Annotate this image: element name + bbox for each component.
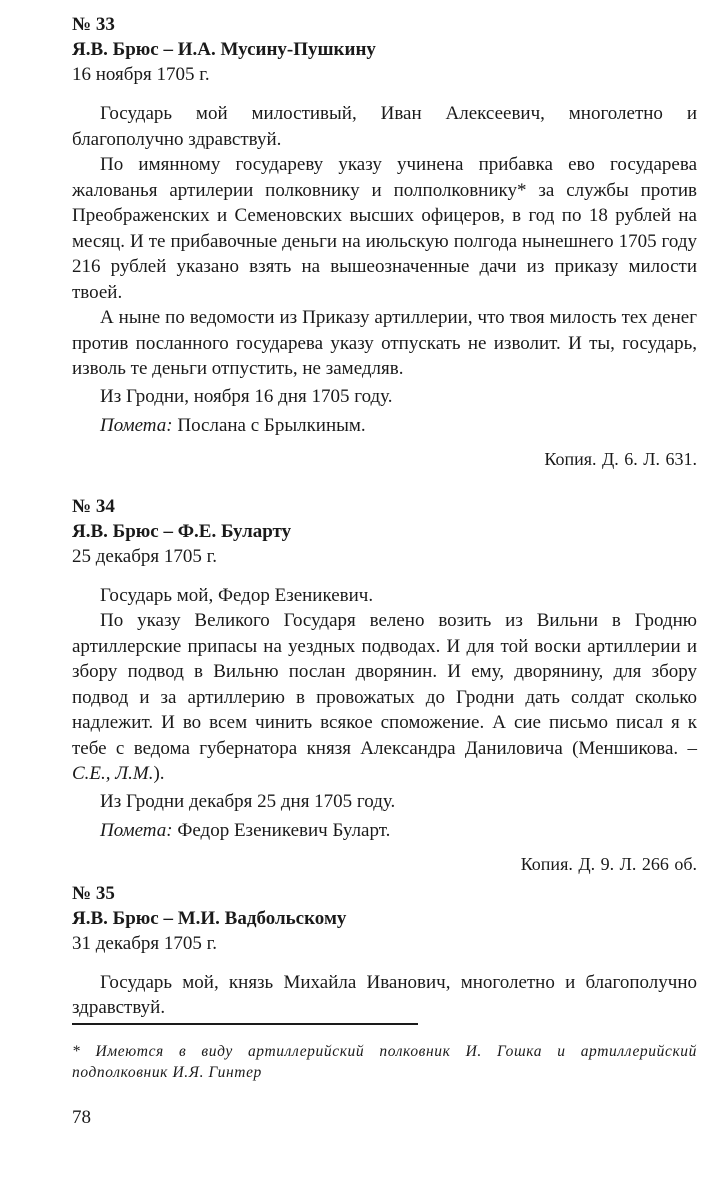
entry-number: № 33 [72, 14, 115, 35]
letter-signoff: Из Гродни декабря 25 дня 1705 году. [100, 790, 396, 812]
mark-text: Федор Езеникевич Буларт. [172, 820, 391, 841]
letter-paragraph: По имянному государеву указу учинена прибавка ево государева жалованья артилерии полковнику и полполковнику* за службы против Преображенских и Семеновских высших офицеров, в год по 18 рублей на месяц. И те прибавочные деньги на июльскую полгода нынешнего 1705 году 216 рублей указано взять на вышеозначенные дачи из приказу милости твоей. [72, 154, 697, 303]
mark-label: Помета: [100, 820, 173, 841]
mark-label: Помета: [100, 415, 173, 436]
footnote: * Имеются в виду артиллерийский полковник И. Гошка и артиллерийский подполковник И.Я. Гинтер [72, 1042, 697, 1081]
letter-mark [72, 413, 697, 439]
letter-signoff: Из Гродни, ноября 16 дня 1705 году. [100, 385, 393, 407]
entry-date: 25 декабря 1705 г. [72, 545, 218, 567]
letter-entry-33 [72, 12, 697, 472]
entry-title: Я.В. Брюс – М.И. Вадбольскому [72, 907, 347, 929]
footnote-divider [72, 1023, 418, 1025]
entry-date: 16 ноября 1705 г. [72, 64, 210, 85]
letter-paragraph: Государь мой милостивый, Иван Алексеевич, многолетно и благополучно здравствуй. [72, 103, 697, 150]
entry-date: 31 декабря 1705 г. [72, 932, 218, 954]
letter-paragraph: Государь мой, князь Михайла Иванович, многолетно и благополучно здравствуй. [72, 971, 697, 1018]
archive-source: Копия. Д. 6. Л. 631. [544, 448, 697, 469]
page-number: 78 [72, 1106, 91, 1128]
archive-source: Копия. Д. 9. Л. 266 об. [520, 853, 697, 874]
letter-paragraph: Государь мой, Федор Езеникевич. [100, 584, 374, 606]
document-page [72, 12, 697, 1130]
paragraph-text: По указу Великого Государя велено возить из Вильни в Гродню артиллерские припасы на уездных подводах. И для той воски артиллерии и збору подвод в Вильню послан дворянин. И ему, дворянину, для збору подвод и за артиллерию в провожатых до Гродни дать солдат сколько надлежит. И во всем чинить всякое споможение. А сие письмо писал я к тебе с ведома губернатора князя Александра Даниловича (Меншикова. – [72, 610, 697, 759]
letter-paragraph [72, 608, 697, 787]
letter-entry-34 [72, 494, 697, 877]
mark-text: Послана с Брылкиным. [172, 415, 366, 436]
paragraph-tail: ). [153, 763, 165, 784]
entry-number: № 34 [72, 495, 115, 517]
entry-title: Я.В. Брюс – И.А. Мусину-Пушкину [72, 39, 376, 60]
letter-mark [72, 818, 697, 844]
entry-title: Я.В. Брюс – Ф.Е. Буларту [72, 520, 292, 542]
entry-number: № 35 [72, 882, 115, 904]
letter-entry-35 [72, 881, 697, 1021]
editor-initials: С.Е., Л.М. [72, 763, 154, 784]
letter-paragraph: А ныне по ведомости из Приказу артиллерии, что твоя милость тех денег против посланного государева указу отпускать не изволит. И ты, государь, изволь те деньги отпустить, не замедляв. [72, 307, 697, 379]
